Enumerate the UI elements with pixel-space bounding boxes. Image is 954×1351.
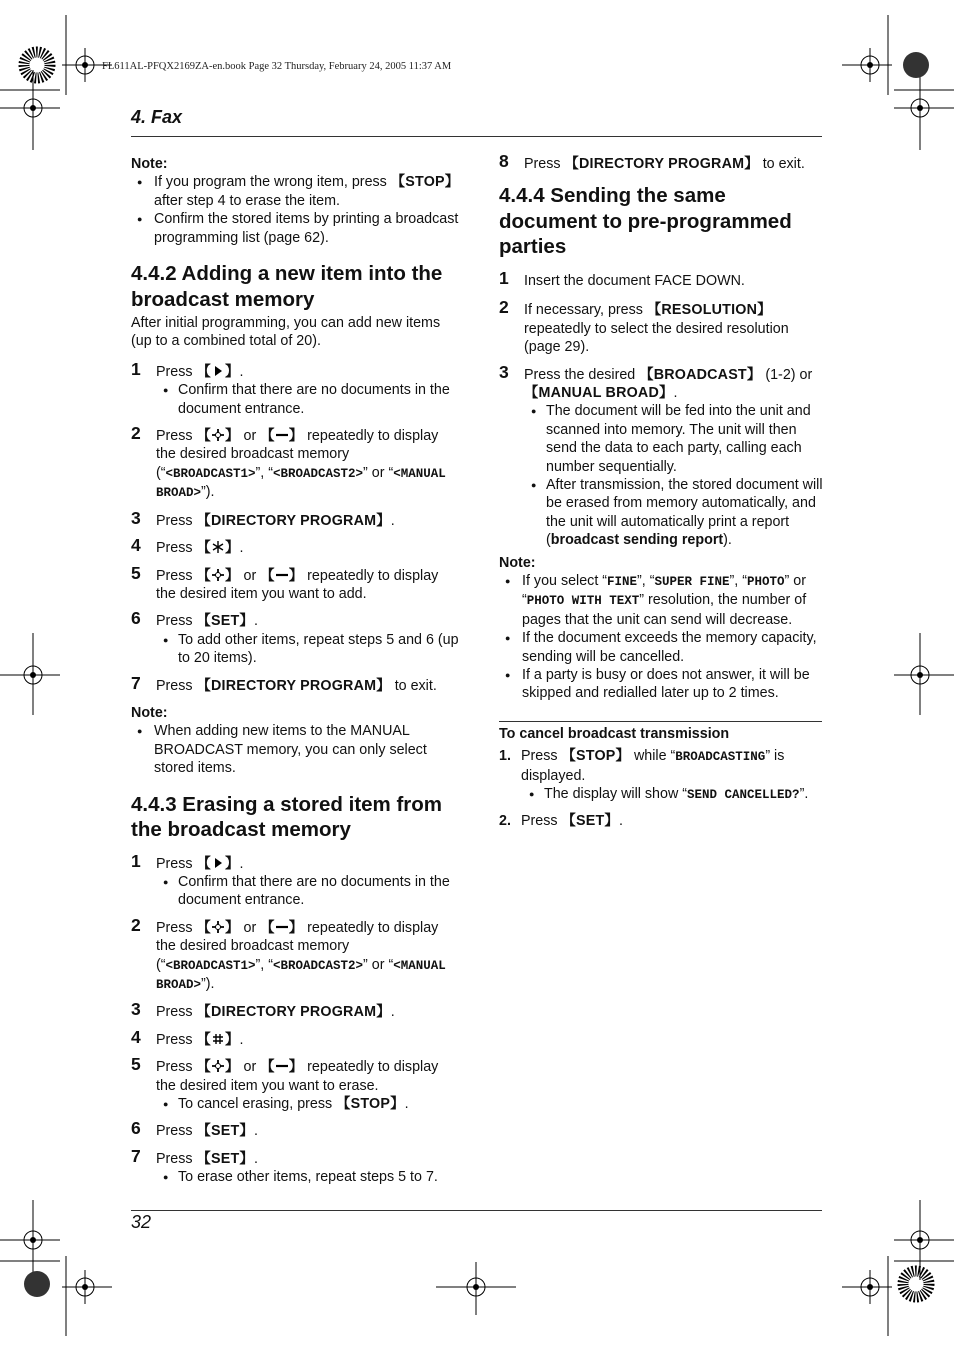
plus-icon [211,1059,225,1073]
header-rule [131,136,822,137]
page-number: 32 [131,1212,152,1232]
step-6: 6 Press 【SET】. [131,1118,258,1140]
plus-icon [211,568,225,582]
step-3: 3 Press the desired 【BROADCAST】 (1-2) or 【MANUAL BROAD】. [499,361,813,401]
plus-icon [211,920,225,934]
step-3: 3 Press 【DIRECTORY PROGRAM】. [131,999,395,1021]
list-item: ● If a party is busy or does not answer, it will be skipped and redialled later up to 2 times. [499,666,824,703]
step-3: 3 Press 【DIRECTORY PROGRAM】. [131,507,395,529]
footer-rule [131,1210,822,1211]
cancel-heading: To cancel broadcast transmission [499,725,730,742]
list-item: ● To erase other items, repeat steps 5 to 7. [156,1168,461,1186]
step-7: 7 Press 【SET】. [131,1145,258,1167]
right-arrow-icon [211,856,225,870]
minus-icon [275,428,289,442]
list-item: ● If you program the wrong item, press 【STOP】 after step 4 to erase the item. [131,173,461,210]
note-heading: Note: [131,704,168,721]
step-1: 1 Press 【 】. [131,358,244,380]
note-heading: Note: [499,554,536,571]
step-8: 8 Press 【DIRECTORY PROGRAM】 to exit. [499,151,805,172]
minus-icon [275,1059,289,1073]
left-column [131,155,461,1187]
step-6: 6 Press 【SET】. [131,608,258,630]
list-item: ● When adding new items to the MANUAL BROADCAST memory, you can only select stored items. [131,722,461,777]
list-item: ● The document will be fed into the unit and scanned into memory. The unit will then send the data to each party, calling each number sequentially. [524,402,824,476]
step-1: 1 Insert the document FACE DOWN. [499,267,745,289]
section-title: 4. Fax [131,107,183,127]
step-1: 1 Press 【 】. [131,850,244,872]
step-2: 2 If necessary, press 【RESOLUTION】 repeatedly to select the desired resolution (page 29). [499,297,789,356]
hash-icon [211,1032,225,1046]
asterisk-icon [211,540,225,554]
cancel-step-2: 2. Press 【SET】. [499,813,623,830]
plus-icon [211,428,225,442]
step-2: 2 Press 【 】 or 【 】 repeatedly to display the desired broadcast memory (“<BROADCAST1>”, “<BROADCAST2>” or “<MANUAL BROAD>”). [131,423,446,501]
step-4: 4 Press 【 】. [131,535,244,557]
step-4: 4 Press 【 】. [131,1026,244,1048]
list-item: ● Confirm that there are no documents in the document entrance. [156,873,461,910]
heading-4-4-3: 4.4.3 Erasing a stored item from the broadcast memory [131,792,443,842]
heading-4-4-2: 4.4.2 Adding a new item into the broadcast memory [131,262,443,311]
print-slug: FL611AL-PFQX2169ZA-en.book Page 32 Thursday, February 24, 2005 11:37 AM [102,61,452,72]
minus-icon [275,920,289,934]
note-heading: Note: [131,156,168,172]
step-2: 2 Press 【 】 or 【 】 repeatedly to display the desired broadcast memory (“<BROADCAST1>”, “<BROADCAST2>” or “<MANUAL BROAD>”). [131,914,446,992]
divider [499,721,822,722]
step-7: 7 Press 【DIRECTORY PROGRAM】 to exit. [131,672,437,694]
step-5: 5 Press 【 】 or 【 】 repeatedly to display the desired item you want to erase. [131,1054,439,1094]
list-item: ● If the document exceeds the memory capacity, sending will be cancelled. [499,629,824,666]
right-column [499,151,824,831]
list-item: ● To add other items, repeat steps 5 and 6 (up to 20 items). [156,631,461,668]
intro-text: After initial programming, you can add new items (up to a combined total of 20). [131,315,441,350]
list-item: ● The display will show “SEND CANCELLED?”. [522,785,824,804]
list-item: ● To cancel erasing, press 【STOP】. [156,1095,461,1113]
list-item: ● After transmission, the stored document will be erased from memory automatically, and the unit will automatically print a report (broadcast sending report). [524,476,824,550]
list-item: ● If you select “FINE”, “SUPER FINE”, “PHOTO” or “PHOTO WITH TEXT” resolution, the number of pages that the unit can send will decrease. [499,572,824,629]
note-list [131,173,461,247]
list-item: ● Confirm that there are no documents in the document entrance. [156,381,461,418]
right-arrow-icon [211,364,225,378]
step-5: 5 Press 【 】 or 【 】 repeatedly to display the desired item you want to add. [131,562,439,602]
minus-icon [275,568,289,582]
heading-4-4-4: 4.4.4 Sending the same document to pre-programmed parties [499,184,792,259]
list-item: ● Confirm the stored items by printing a broadcast programming list (page 62). [131,210,461,247]
cancel-step-1: 1. Press 【STOP】 while “BROADCASTING” is displayed. [499,748,785,784]
